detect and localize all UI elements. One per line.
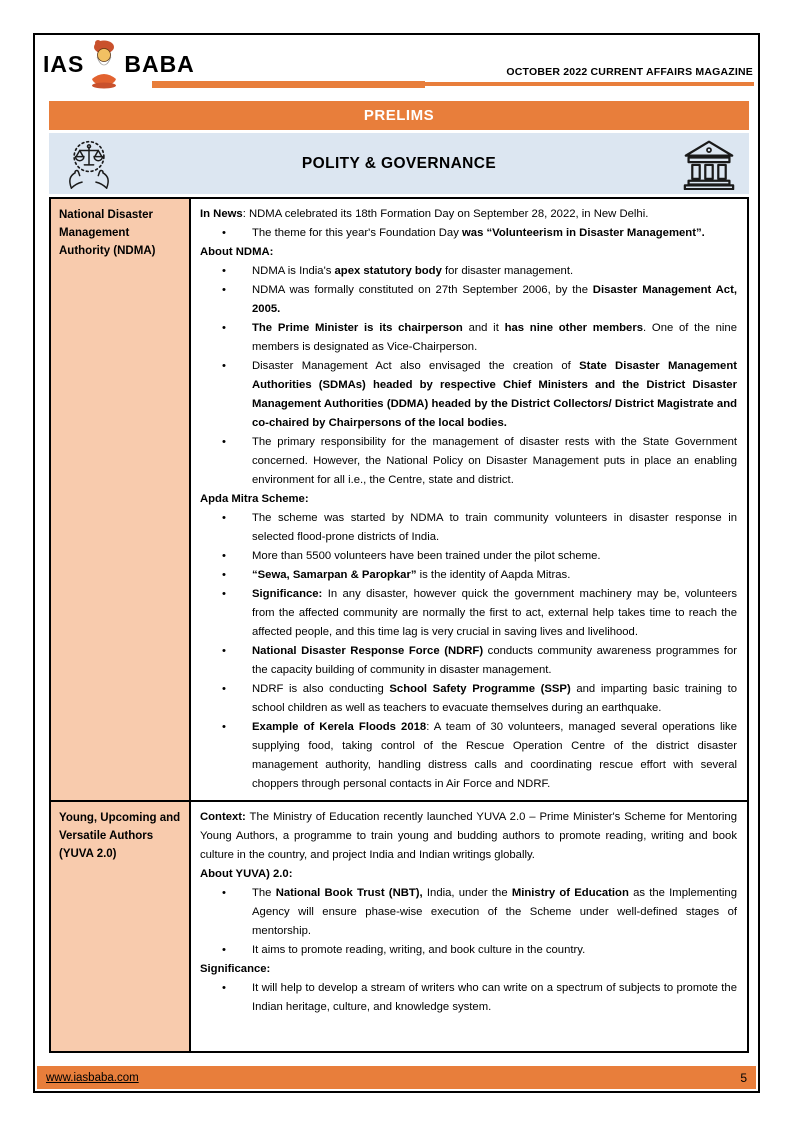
topic-content-cell bbox=[191, 199, 747, 800]
justice-hands-icon bbox=[59, 138, 119, 190]
content-bullet: • NDMA is India's apex statutory body for disaster management. bbox=[191, 262, 739, 281]
content-bullet: • The scheme was started by NDMA to train community volunteers in disaster response in selected flood-prone districts of India. bbox=[191, 509, 739, 547]
content-bullet: • The Prime Minister is its chairperson and it has nine other members. One of the nine members is designated as Vice-Chairperson. bbox=[191, 319, 739, 357]
content-heading: Apda Mitra Scheme: bbox=[200, 493, 309, 505]
content-heading: About NDMA: bbox=[200, 246, 274, 258]
logo-ias-text: IAS bbox=[43, 50, 85, 77]
content-paragraph: Context: The Ministry of Education recently launched YUVA 2.0 – Prime Minister's Scheme for Mentoring Young Authors, a programme to train young and budding authors to promote reading, writing and book culture in the country, and project India and Indian writings globally. bbox=[200, 811, 737, 861]
content-bullet: • It will help to develop a stream of writers who can write on a spectrum of subjects to promote the Indian heritage, culture, and knowledge system. bbox=[191, 979, 739, 1017]
section-banner bbox=[49, 133, 749, 194]
prelims-banner: PRELIMS bbox=[49, 101, 749, 130]
footer-url-link[interactable]: www.iasbaba.com bbox=[46, 1071, 139, 1084]
content-bullet: • Disaster Management Act also envisaged the creation of State Disaster Management Authorities (SDMAs) headed by respective Chief Ministers and the District Disaster Management Authorities (DDMA) headed by the District Collectors/ District Magistrate and co-chaired by Chairpersons of the local bodies. bbox=[191, 357, 739, 433]
bank-building-icon bbox=[679, 138, 739, 190]
content-bullet: • “Sewa, Samarpan & Paropkar” is the identity of Aapda Mitras. bbox=[191, 566, 739, 585]
logo-baba-text: BABA bbox=[124, 50, 195, 77]
content-table bbox=[49, 197, 749, 1053]
content-bullet: • More than 5500 volunteers have been trained under the pilot scheme. bbox=[191, 547, 739, 566]
content-bullet: • It aims to promote reading, writing, and book culture in the country. bbox=[191, 941, 739, 960]
topic-content-cell bbox=[191, 802, 747, 1051]
content-bullet: • National Disaster Response Force (NDRF) conducts community awareness programmes for the capacity building of community in disaster management. bbox=[191, 642, 739, 680]
topic-title-cell: National Disaster Management Authority (NDMA) bbox=[51, 199, 191, 800]
content-heading: About YUVA) 2.0: bbox=[200, 868, 293, 880]
table-row bbox=[51, 800, 747, 1051]
header bbox=[35, 35, 758, 101]
content-bullet: • The theme for this year's Foundation Day was “Volunteerism in Disaster Management”. bbox=[191, 224, 739, 243]
baba-mascot-icon bbox=[86, 39, 122, 89]
content-heading: Significance: bbox=[200, 963, 271, 975]
content-bullet: • NDRF is also conducting School Safety Programme (SSP) and imparting basic training to school children as well as teachers to evacuate themselves during an earthquake. bbox=[191, 680, 739, 718]
content-paragraph: In News: NDMA celebrated its 18th Formation Day on September 28, 2022, in New Delhi. bbox=[200, 208, 649, 220]
footer-bar bbox=[37, 1066, 756, 1089]
page-number: 5 bbox=[740, 1070, 747, 1085]
magazine-title: OCTOBER 2022 CURRENT AFFAIRS MAGAZINE bbox=[506, 66, 753, 78]
header-rule-thick bbox=[152, 81, 425, 88]
content-bullet: • Significance: In any disaster, however quick the government machinery may be, volunteers from the affected community are normally the first to act, external help takes time to reach the affected people, and this time lag is very crucial in saving lives and livelihood. bbox=[191, 585, 739, 642]
content-bullet: • Example of Kerela Floods 2018: A team of 30 volunteers, managed several operations like supplying food, taking control of the Rescue Operation Centre of the district disaster management authority, handling distress calls and coordinating rescue effort with several choppers through personal contacts in Air Force and NDRF. bbox=[191, 718, 739, 794]
content-bullet: • The National Book Trust (NBT), India, under the Ministry of Education as the Implementing Agency will ensure phase-wise execution of the Scheme under well-defined stages of mentorship. bbox=[191, 884, 739, 941]
section-title: POLITY & GOVERNANCE bbox=[301, 154, 497, 172]
header-rule-thin bbox=[425, 82, 754, 86]
table-row bbox=[51, 199, 747, 800]
content-bullet: • The primary responsibility for the management of disaster rests with the State Government concerned. However, the National Policy on Disaster Management puts in place an enabling environment for all i.e., the Centre, state and district. bbox=[191, 433, 739, 490]
content-bullet: • NDMA was formally constituted on 27th September 2006, by the Disaster Management Act, 2005. bbox=[191, 281, 739, 319]
page bbox=[33, 33, 760, 1093]
topic-title-cell: Young, Upcoming and Versatile Authors (YUVA 2.0) bbox=[51, 802, 191, 1051]
